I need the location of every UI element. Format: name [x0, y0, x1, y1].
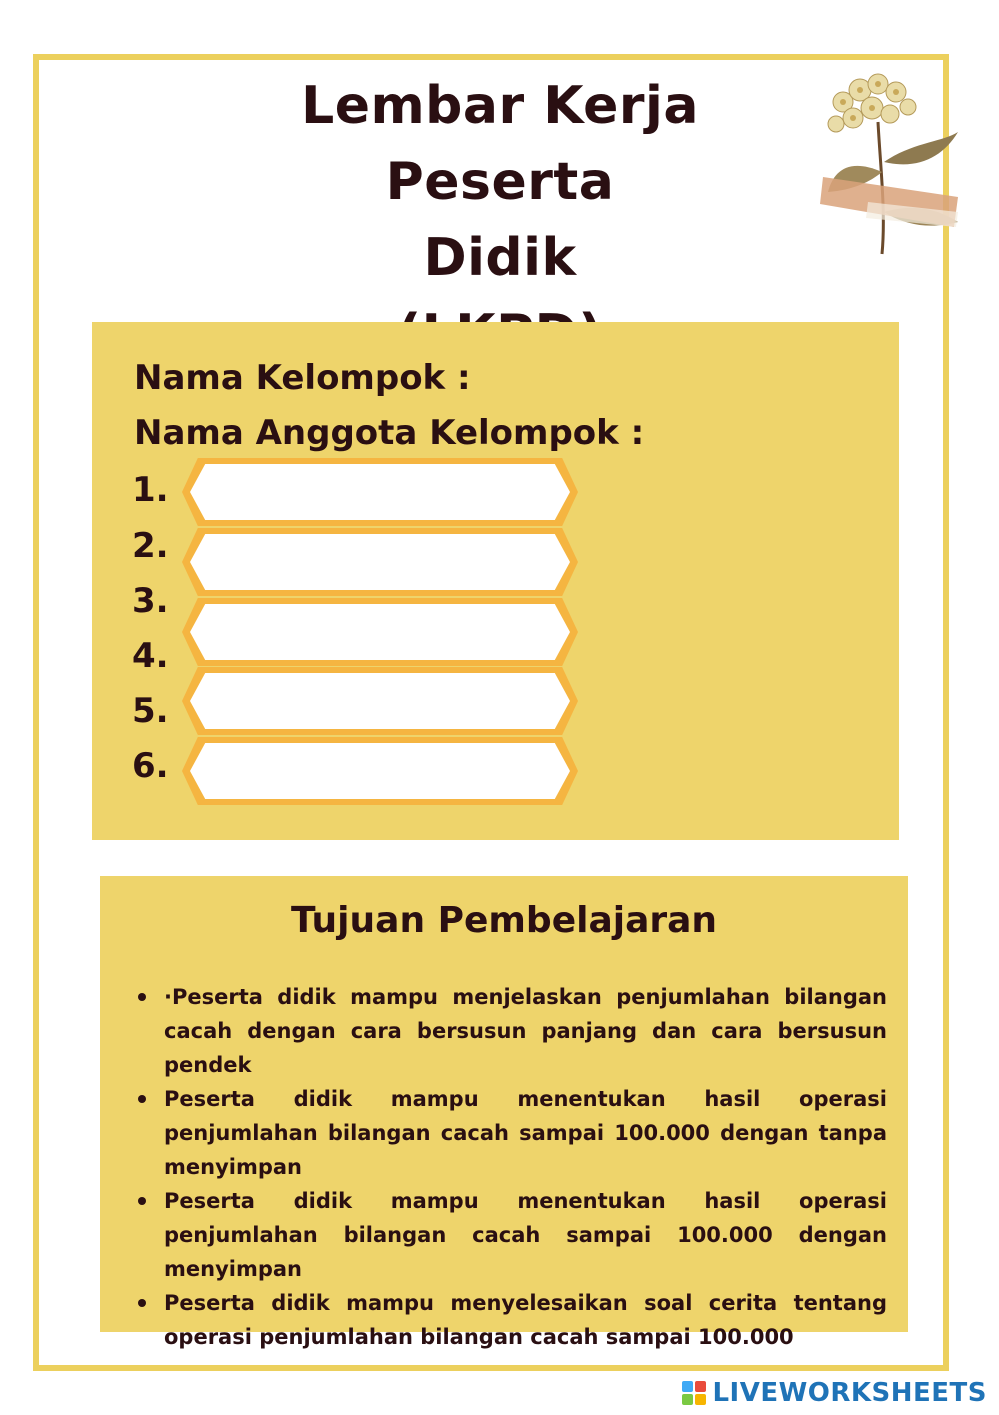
group-name-label: Nama Kelompok : [134, 358, 471, 398]
member-number-4: 4. [132, 636, 169, 676]
members-label: Nama Anggota Kelompok : [134, 413, 645, 453]
goal-item-1: ·Peserta didik mampu menjelaskan penjumlahan bilangan cacah dengan cara bersusun panjang dan cara bersusun pendek [132, 980, 887, 1082]
member-input-4[interactable] [182, 667, 578, 735]
title-line-1: Lembar Kerja Peserta [301, 76, 699, 212]
member-number-1: 1. [132, 470, 169, 510]
goals-list [132, 980, 887, 1354]
goal-item-4: Peserta didik mampu menyelesaikan soal cerita tentang operasi penjumlahan bilangan cacah sampai 100.000 [132, 1286, 887, 1354]
member-number-2: 2. [132, 526, 169, 566]
member-number-5: 5. [132, 691, 169, 731]
member-input-5[interactable] [182, 737, 578, 805]
goal-item-3: Peserta didik mampu menentukan hasil operasi penjumlahan bilangan cacah sampai 100.000 dengan menyimpan [132, 1184, 887, 1286]
title-line-2: Didik [423, 228, 577, 288]
dried-flower-icon [808, 62, 968, 262]
member-input-1[interactable] [182, 458, 578, 526]
liveworksheets-brand[interactable] [682, 1375, 987, 1411]
goals-heading: Tujuan Pembelajaran [290, 900, 718, 941]
member-input-3[interactable] [182, 598, 578, 666]
liveworksheets-logo-icon [682, 1381, 706, 1405]
goal-item-2: Peserta didik mampu menentukan hasil operasi penjumlahan bilangan cacah sampai 100.000 dengan tanpa menyimpan [132, 1082, 887, 1184]
member-number-6: 6. [132, 746, 169, 786]
member-input-2[interactable] [182, 528, 578, 596]
member-number-3: 3. [132, 581, 169, 621]
brand-text: LIVEWORKSHEETS [712, 1378, 987, 1408]
